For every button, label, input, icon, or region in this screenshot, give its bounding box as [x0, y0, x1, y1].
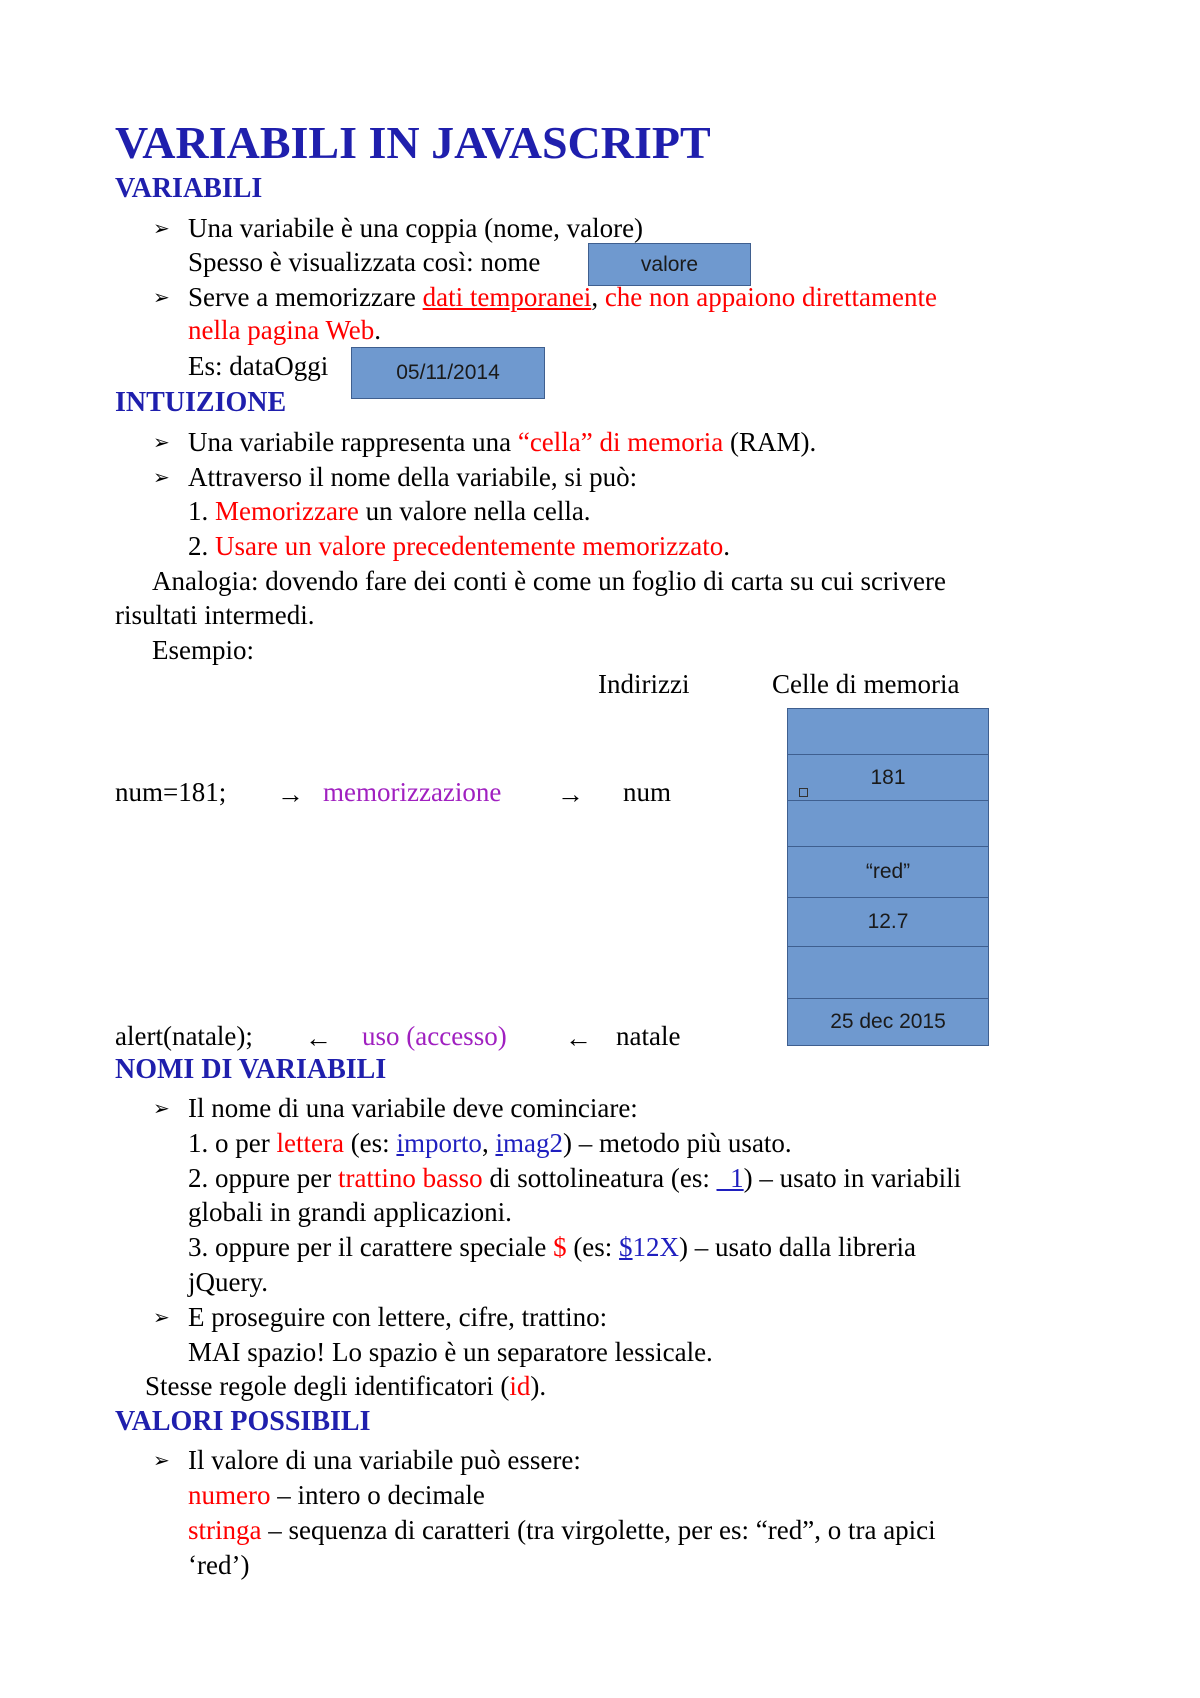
marker-square-icon — [799, 788, 808, 797]
item-text: (es: — [566, 1232, 620, 1262]
memory-cell: 25 dec 2015 — [787, 998, 989, 1046]
item-text: ) – usato dalla libreria — [679, 1232, 916, 1262]
highlight-text: Usare un valore precedentemente memorizzato — [215, 531, 724, 561]
variable-name: natale — [616, 1021, 681, 1051]
analogy-text-continuation: risultati intermedi. — [115, 600, 315, 630]
item-text: – sequenza di caratteri (tra virgolette, per es: “red”, o tra apici — [261, 1515, 936, 1545]
numbered-item — [188, 1162, 961, 1194]
highlight-text: id — [509, 1371, 531, 1401]
bullet-text-continuation: Spesso è visualizzata così: nome — [188, 247, 541, 277]
arrow-bullet-icon: ➢ — [153, 430, 170, 454]
memory-cells — [787, 708, 991, 1048]
highlight-text: $ — [553, 1232, 567, 1262]
item-text: 3. oppure per il carattere speciale — [188, 1232, 554, 1262]
column-header-celle: Celle di memoria — [772, 669, 960, 699]
example-link-rest: mporto — [403, 1128, 482, 1158]
bullet-text-part: Una variabile rappresenta una — [188, 427, 518, 457]
section-heading-variabili: VARIABILI — [115, 173, 263, 204]
example-link[interactable]: i — [396, 1128, 404, 1158]
example-value-box: 05/11/2014 — [351, 347, 545, 399]
code-assignment: num=181; — [115, 777, 227, 807]
item-text: – intero o decimale — [270, 1480, 485, 1510]
variable-name: num — [623, 777, 672, 807]
action-label: uso (accesso) — [362, 1021, 507, 1051]
note-text: ). — [530, 1371, 547, 1401]
numbered-item — [188, 1127, 792, 1159]
value-type-item-continuation: ‘red’) — [188, 1550, 250, 1580]
variable-value-box: valore — [588, 243, 751, 286]
bullet-text: Una variabile è una coppia (nome, valore) — [188, 213, 644, 243]
highlight-text: “cella” di memoria — [517, 427, 724, 457]
analogy-text: Analogia: dovendo fare dei conti è come un foglio di carta su cui scrivere — [152, 566, 946, 596]
item-text: ) – usato in variabili — [743, 1163, 962, 1193]
item-number: 1. — [188, 496, 215, 526]
memory-cell: “red” — [787, 846, 989, 898]
arrow-bullet-icon: ➢ — [153, 285, 170, 309]
bullet-text — [188, 426, 816, 458]
punctuation: . — [374, 315, 382, 345]
arrow-bullet-icon: ➢ — [153, 1448, 170, 1472]
memory-cell — [787, 800, 989, 847]
item-text: ) – metodo più usato. — [562, 1128, 792, 1158]
value-type-item — [188, 1479, 485, 1511]
section-heading-valori: VALORI POSSIBILI — [115, 1406, 371, 1437]
right-arrow-icon: → — [557, 779, 584, 809]
highlight-text: lettera — [276, 1128, 344, 1158]
example-link[interactable]: _1 — [716, 1163, 744, 1193]
value-type-item — [188, 1514, 936, 1546]
arrow-bullet-icon: ➢ — [153, 1305, 170, 1329]
numbered-item-continuation: globali in grandi applicazioni. — [188, 1197, 512, 1227]
example-link[interactable]: i — [495, 1128, 503, 1158]
rule-note — [145, 1370, 546, 1402]
column-header-indirizzi: Indirizzi — [598, 669, 690, 699]
item-text: (es: — [343, 1128, 397, 1158]
punctuation: . — [723, 531, 730, 561]
highlight-text: stringa — [188, 1515, 262, 1545]
bullet-text-part: Serve a memorizzare — [188, 282, 423, 312]
numbered-item — [188, 1231, 916, 1263]
arrow-bullet-icon: ➢ — [153, 465, 170, 489]
highlight-text: Memorizzare — [215, 496, 359, 526]
item-text: 2. oppure per — [188, 1163, 338, 1193]
page-title: VARIABILI IN JAVASCRIPT — [115, 117, 711, 168]
section-heading-nomi: NOMI DI VARIABILI — [115, 1054, 387, 1085]
arrow-bullet-icon: ➢ — [153, 216, 170, 240]
example-link-rest: 12X — [632, 1232, 680, 1262]
punctuation: , — [591, 282, 605, 312]
example-link-rest: mag2 — [502, 1128, 563, 1158]
item-text: un valore nella cella. — [358, 496, 591, 526]
left-arrow-icon: ← — [305, 1023, 332, 1053]
memory-cell: 12.7 — [787, 897, 989, 947]
highlight-text: nella pagina Web — [188, 315, 375, 345]
numbered-item — [188, 495, 591, 527]
example-link[interactable]: $ — [619, 1232, 633, 1262]
highlight-text: che non appaiono direttamente — [604, 282, 937, 312]
bullet-text — [188, 281, 937, 313]
bullet-text: Il nome di una variabile deve cominciare: — [188, 1093, 638, 1123]
bullet-text: Attraverso il nome della variabile, si può: — [188, 462, 638, 492]
memory-cell — [787, 946, 989, 999]
bullet-text: E proseguire con lettere, cifre, trattino: — [188, 1302, 608, 1332]
arrow-bullet-icon: ➢ — [153, 1096, 170, 1120]
code-call: alert(natale); — [115, 1021, 253, 1051]
example-heading: Esempio: — [152, 635, 254, 665]
item-text: 1. o per — [188, 1128, 277, 1158]
right-arrow-icon: → — [277, 779, 304, 809]
note-text: Stesse regole degli identificatori ( — [145, 1371, 510, 1401]
punctuation: , — [481, 1128, 496, 1158]
bullet-text-continuation — [188, 314, 381, 346]
memory-cell: 181 — [787, 754, 989, 801]
highlight-text: trattino basso — [337, 1163, 483, 1193]
numbered-item-continuation: jQuery. — [188, 1267, 268, 1297]
memory-cell — [787, 708, 989, 755]
example-label: Es: dataOggi — [188, 351, 329, 381]
item-text: di sottolineatura (es: — [482, 1163, 717, 1193]
numbered-item — [188, 530, 730, 562]
bullet-text-part: (RAM). — [723, 427, 817, 457]
bullet-text: Il valore di una variabile può essere: — [188, 1445, 581, 1475]
highlight-text: numero — [188, 1480, 271, 1510]
left-arrow-icon: ← — [565, 1023, 592, 1053]
highlight-underlined-text: dati temporanei — [422, 282, 592, 312]
action-label: memorizzazione — [323, 777, 502, 807]
item-number: 2. — [188, 531, 215, 561]
section-heading-intuizione: INTUIZIONE — [115, 387, 287, 418]
bullet-text-continuation: MAI spazio! Lo spazio è un separatore lessicale. — [188, 1337, 713, 1367]
